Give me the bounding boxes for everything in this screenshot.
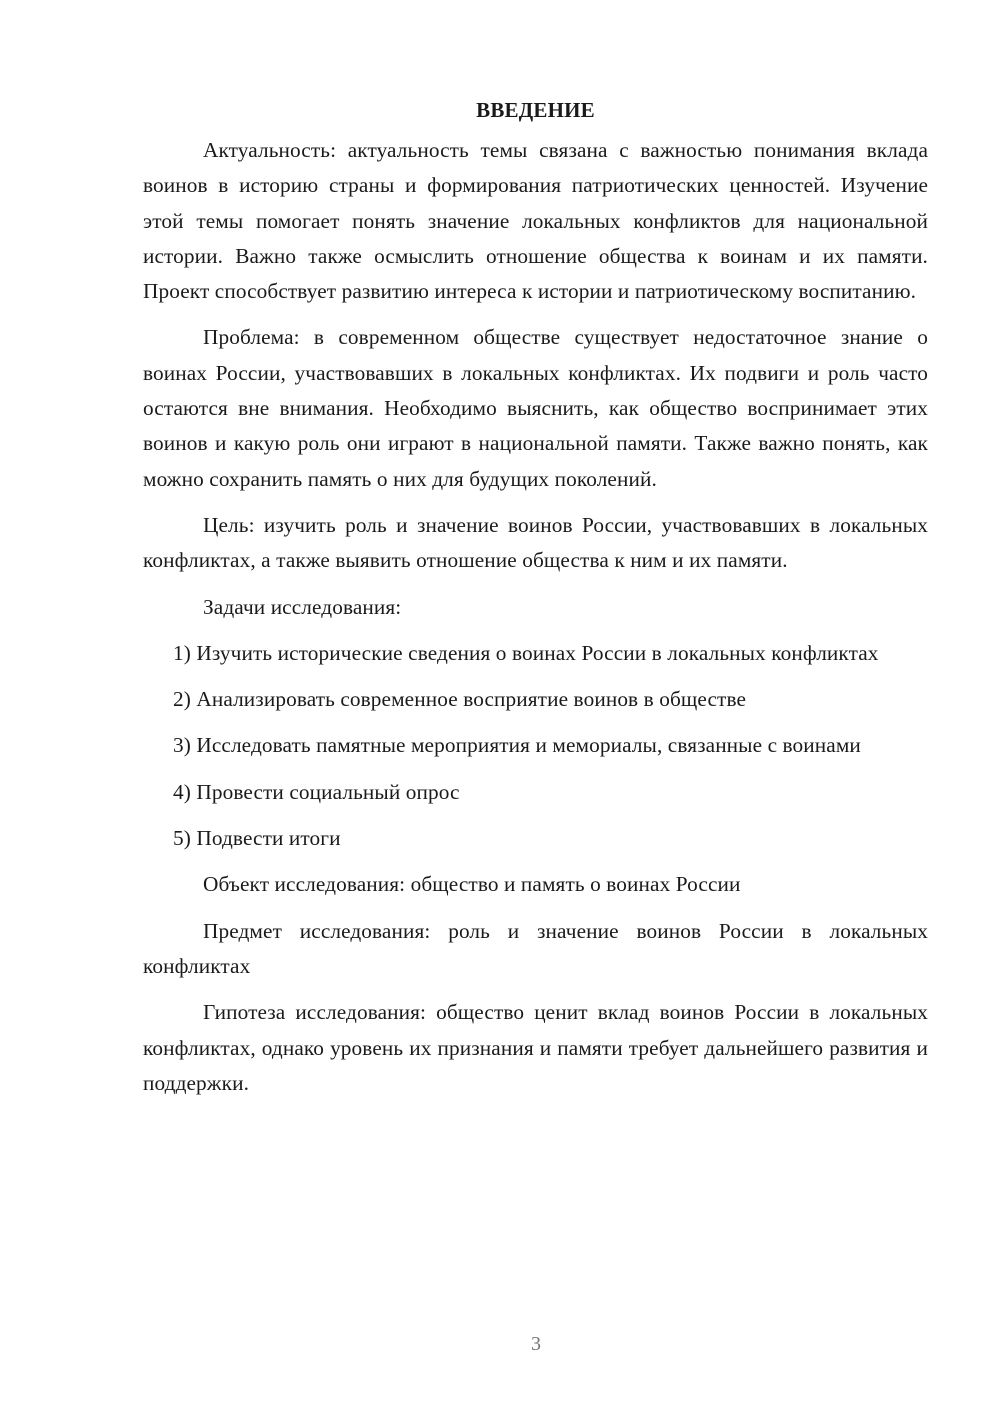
relevance-paragraph: Актуальность: актуальность темы связана с важностью понимания вклада воинов в историю страны и формирования патриотических ценностей. Изучение этой темы помогает понять значение локальных конфликтов для национальной истории. Важно также осмыслить отношение общества к воинам и их памяти. Проект способствует развитию интереса к истории и патриотическому воспитанию.: [143, 138, 928, 304]
subject-paragraph: Предмет исследования: роль и значение воинов России в локальных конфликтах: [143, 918, 928, 978]
document-page: [143, 93, 928, 1112]
problem-paragraph: Проблема: в современном обществе существует недостаточное знание о воинах России, участвовавших в локальных конфликтах. Их подвиги и роль часто остаются вне внимания. Необходимо выяснить, как общество воспринимает этих воинов и какую роль они играют в национальной памяти. Также важно понять, как можно сохранить память о них для будущих поколений.: [143, 325, 928, 491]
task-item: 4) Провести социальный опрос: [173, 779, 460, 804]
page-number: 3: [531, 1333, 541, 1355]
task-item: 5) Подвести итоги: [173, 826, 341, 851]
task-item: 2) Анализировать современное восприятие воинов в обществе: [173, 687, 747, 712]
goal-paragraph: Цель: изучить роль и значение воинов России, участвовавших в локальных конфликтах, а также выявить отношение общества к ним и их памяти.: [143, 512, 928, 573]
task-item: 3) Исследовать памятные мероприятия и мемориалы, связанные с воинами: [173, 733, 861, 758]
hypothesis-paragraph: Гипотеза исследования: общество ценит вклад воинов России в локальных конфликтах, однако уровень их признания и памяти требует дальнейшего развития и поддержки.: [143, 1000, 928, 1095]
section-heading: ВВЕДЕНИЕ: [476, 98, 595, 122]
tasks-heading: Задачи исследования:: [203, 594, 402, 619]
object-paragraph: Объект исследования: общество и память о воинах России: [203, 872, 741, 897]
task-item: 1) Изучить исторические сведения о воинах России в локальных конфликтах: [173, 640, 879, 665]
